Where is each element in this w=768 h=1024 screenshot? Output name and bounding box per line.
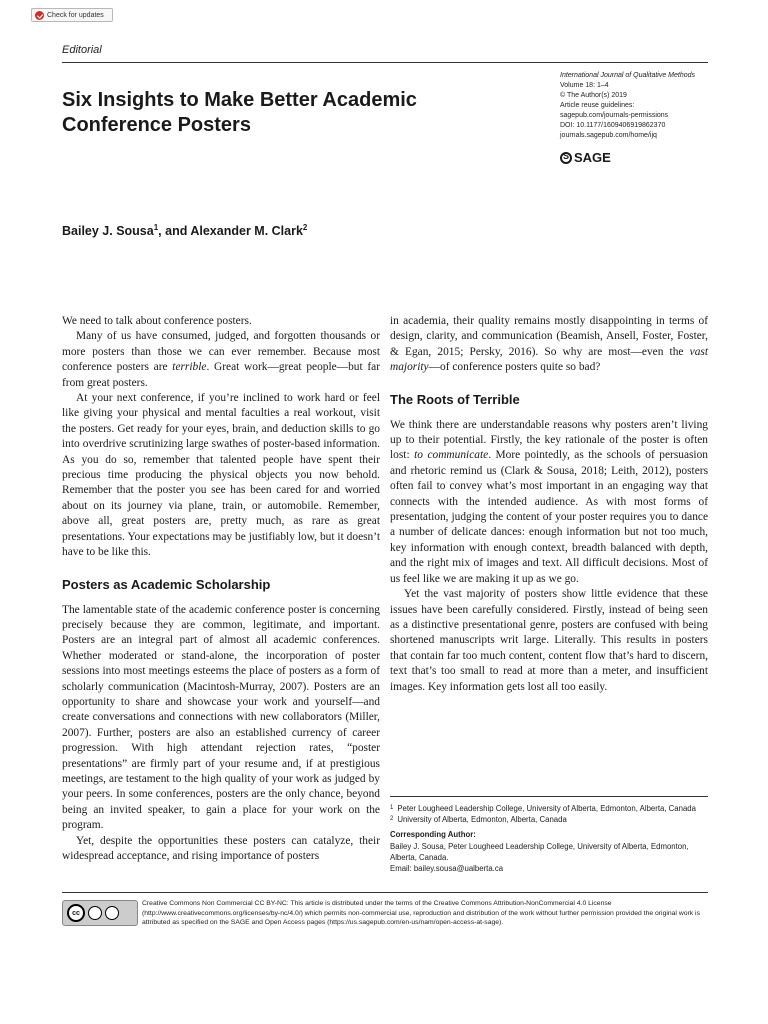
corresponding-author-heading: Corresponding Author:	[390, 830, 476, 839]
article-title: Six Insights to Make Better Academic Conference Posters	[62, 89, 417, 136]
author-2: Alexander M. Clark	[190, 224, 303, 239]
affiliation-footnotes	[390, 803, 708, 825]
text-run: Many of us have consumed, judged, and forgotten thousands or more posters than those we can ever remember. Because most conference posters are	[62, 330, 380, 374]
non-commercial-icon	[105, 906, 119, 920]
left-column	[62, 314, 380, 864]
journal-metadata	[560, 71, 720, 141]
author-1-affiliation-marker: 1	[153, 223, 159, 232]
corresponding-author	[390, 829, 708, 874]
journal-name: International Journal of Qualitative Methods	[560, 72, 696, 79]
license-divider	[62, 892, 708, 893]
check-for-updates-badge[interactable]	[31, 8, 113, 22]
paragraph	[390, 418, 708, 587]
attribution-icon	[88, 906, 102, 920]
author-1: Bailey J. Sousa	[62, 224, 154, 239]
check-for-updates-label: Check for updates	[47, 11, 104, 19]
paragraph	[390, 314, 708, 376]
author-list	[62, 223, 307, 238]
corresponding-author-address: Bailey J. Sousa, Peter Lougheed Leadership College, University of Alberta, Edmonton, Alberta, Canada.	[390, 842, 689, 862]
sage-logo-text: SAGE	[574, 150, 611, 165]
reuse-guidelines-link[interactable]: sagepub.com/journals-permissions	[560, 112, 669, 119]
license-text: Creative Commons Non Commercial CC BY-NC: This article is distributed under the terms of the Creative Commons Attribution-NonCommercial 4.0 License (http://www.creativecommons.org/licenses/by-nc/4.0/) which permits non-commercial use, reproduction and distribution of the work without further permission provided the original work is attributed as specified on the SAGE and Open Access pages (https://us.sagepub.com/en-us/nam/open-access-at-sage).	[142, 900, 700, 927]
corresponding-author-email[interactable]: Email: bailey.sousa@ualberta.ca	[390, 864, 504, 873]
sage-logo-icon	[560, 152, 572, 164]
emphasis: to communicate	[414, 449, 489, 462]
paragraph: We need to talk about conference posters.	[62, 315, 252, 327]
sage-logo	[560, 150, 611, 165]
header-divider	[62, 62, 708, 63]
paragraph: Yet the vast majority of posters show little evidence that these issues have been carefully considered. Firstly, instead of being seen as a distinctive presentational genre, posters are confused with being shortened manuscripts writ large. Literally. This results in posters that contain far too much content, content flow that’s hard to discern, text that’s too small to read at more than a meter, and insufficient images. Key information gets lost all too easily.	[390, 588, 708, 693]
footnote-divider	[390, 796, 708, 797]
author-2-affiliation-marker: 2	[302, 223, 308, 232]
text-run: —of conference posters quite so bad?	[428, 361, 601, 374]
footnote-text: Peter Lougheed Leadership College, University of Alberta, Edmonton, Alberta, Canada	[397, 804, 696, 813]
text-run: We think there are understandable reasons why posters aren’t living up to their potential. Firstly, the key rationale of the poster is often lost:	[390, 418, 708, 462]
section-heading: Posters as Academic Scholarship	[62, 576, 271, 592]
emphasis: terrible	[172, 361, 207, 374]
author-separator: , and	[158, 224, 191, 239]
footnote-text: University of Alberta, Edmonton, Alberta, Canada	[397, 815, 567, 824]
copyright-line: © The Author(s) 2019	[560, 92, 627, 99]
reuse-guidelines-label: Article reuse guidelines:	[560, 102, 635, 109]
footnote	[390, 803, 708, 814]
section-heading: The Roots of Terrible	[390, 391, 520, 407]
journal-home-link[interactable]: journals.sagepub.com/home/ijq	[560, 132, 657, 139]
paragraph: Yet, despite the opportunities these posters can catalyze, their widespread acceptance, and rising importance of posters	[62, 834, 380, 862]
text-run: . More pointedly, as the schools of persuasion and rhetoric remind us (Clark & Sousa, 2018; Leith, 2012), posters often fail to convey what’s most important in an engaging way that connects with the intended audience. As with most forms of presentation, judging the content of your poster requires you to dance a number of delicate dances: enough information but not too much, key information with enough context, breadth balanced with depth, and the right mix of images and text. All difficult decisions. Most of us feel like we are making it up as we go.	[390, 449, 708, 585]
text-run: in academia, their quality remains mostly disappointing in terms of design, clarity, and communication (Beamish, Ansell, Foster, Foster, & Egan, 2015; Persky, 2016). So why are most—even the	[390, 315, 708, 358]
emphasis: vast majority	[390, 345, 708, 374]
cc-by-nc-badge[interactable]	[62, 900, 138, 926]
creative-commons-icon: cc	[67, 904, 85, 922]
update-check-icon	[35, 11, 44, 20]
footnote-marker: 1	[390, 805, 394, 811]
volume-info: Volume 18: 1–4	[560, 82, 609, 89]
right-column	[390, 314, 708, 695]
footnote	[390, 814, 708, 825]
paragraph: At your next conference, if you’re inclined to work hard or feel like giving your physical and mental faculties a real workout, visit the posters. Get ready for your eyes, brain, and deduction skills to go into overdrive scrutinizing large swathes of poster-based information. As you do so, remember that talented people have spent their precious time producing the physical objects you now behold. Remember that the poster you see has been cared for and worried about on its journey via plane, train, or automobile. Remember, above all, great posters are, pretty much, as rare as great presentations. Your expectations may be justifiably low, but it doesn’t have to be like this.	[62, 392, 380, 559]
text-run: . Great work—great people—but far from great posters.	[62, 361, 380, 389]
section-label: Editorial	[62, 44, 102, 56]
footnote-marker: 2	[390, 816, 394, 822]
doi-link[interactable]: DOI: 10.1177/1609406919862370	[560, 122, 666, 129]
paragraph: The lamentable state of the academic conference poster is concerning precisely because they are common, legitimate, and important. Posters are an integral part of almost all academic conferences. Whether moderated or stand-alone, the incorporation of poster sessions into most meetings esteems the place of posters as a form of scholarly communication (Macintosh-Murray, 2007). Posters are an opportunity to share and showcase your work and yourself—and create conversations and connections with new collaborators (Miller, 2007). Further, posters are also an established currency of career progression. With high attendant rejection rates, “poster presentations” are firmly part of your resume and, if at prestigious meetings, are testament to the high quality of your work as judged by your peers. In some conferences, posters are the only chance, beyond being an invited speaker, to gain a place for your work on the program.	[62, 603, 380, 832]
paragraph	[62, 329, 380, 391]
